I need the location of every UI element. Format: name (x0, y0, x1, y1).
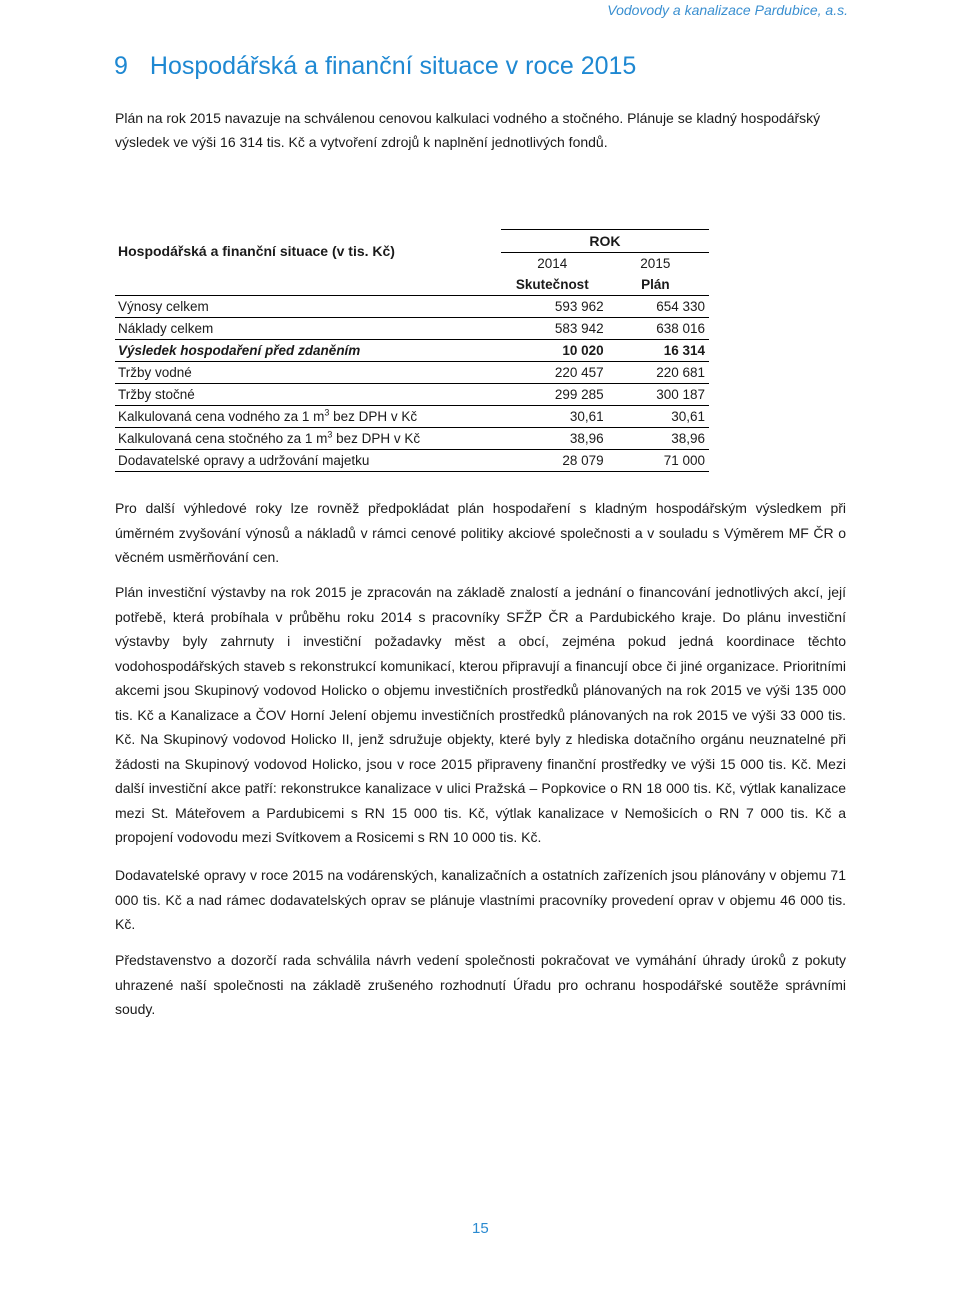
row-value-2015: 638 016 (606, 318, 709, 340)
financial-table (115, 229, 709, 472)
row-label: Kalkulovaná cena stočného za 1 $m^3$ bez DPH v Kč (115, 428, 501, 450)
section-title-text: Hospodářská a finanční situace v roce 2015 (149, 52, 637, 80)
table-row (115, 428, 709, 450)
table-header-skutecnost: Skutečnost (515, 277, 589, 292)
table-row (115, 296, 709, 318)
row-value-2015: 30,61 (606, 406, 709, 428)
paragraph-repairs: Dodavatelské opravy v roce 2015 na vodárenských, kanalizačních a ostatních zařízeních jsou plánovány v objemu 71 000 tis. Kč a nad rámec dodavatelských oprav se plánuje vlastními pracovníky provedení oprav v objemu 46 000 tis. Kč. (115, 867, 846, 932)
row-label: Tržby vodné (115, 362, 501, 384)
table-header-year-2015: 2015 (606, 253, 709, 275)
row-value-2015: 16 314 (606, 340, 709, 362)
section-number: 9 (114, 52, 128, 80)
row-value-2015: 220 681 (606, 362, 709, 384)
table-header-sub-row (115, 274, 709, 296)
row-label: Dodavatelské opravy a udržování majetku (115, 450, 501, 472)
table-header-rok: ROK (501, 230, 709, 253)
paragraph-investment-plan: Plán investiční výstavby na rok 2015 je zpracován na základě znalostí a jednání o financování jednotlivých akcí, její potřebě, která probíhala v průběhu roku 2014 s pracovníky SFŽP ČR a Pardubického kraje. Do plánu investiční výstavby byly zahrnuty i investiční požadavky měst a obcí, zejména pokud jedná koordinace těchto vodohospodářských staveb s rekonstrukcí komunikací, kterou připravují a financují obce či jiné organizace. Prioritními akcemi jsou Skupinový vodovod Holicko o objemu investičních prostředků plánovaných na rok 2015 ve výši 135 000 tis. Kč a Kanalizace a ČOV Horní Jelení objemu investičních prostředků plánovaných na rok 2015 ve výši 33 000 tis. Kč. Na Skupinový vodovod Holicko II, jenž sdružuje objekty, které byly z hlediska dotačního orgánu neuznatelné při žádosti na Skupinový vodovod Holicko, jsou v roce 2015 připraveny finanční prostředky ve výši 15 000 tis. Kč. Mezi další investiční akce patří: rekonstrukce kanalizace v ulici Pražská – Popkovice o RN 18 000 tis. Kč, výtlak kanalizace mezi St. Máteřovem a Pardubicemi s RN 15 000 tis. Kč, výtlak kanalizace v Nemošicích o RN 7 000 tis. Kč a propojení vodovodu mezi Svítkovem a Rosicemi s RN 10 000 tis. Kč. (115, 584, 846, 845)
table-row (115, 362, 709, 384)
row-value-2015: 300 187 (606, 384, 709, 406)
table-row (115, 384, 709, 406)
paragraph-board: Představenstvo a dozorčí rada schválila návrh vedení společnosti pokračovat ve vymáhání úhrady úroků z pokuty uhrazené naší společnosti na základě zrušeného rozhodnutí Úřadu pro ochranu hospodářské soutěže správními soudy. (115, 952, 846, 1017)
row-label: Výnosy celkem (115, 296, 501, 318)
table-row (115, 406, 709, 428)
row-value-2014: 30,61 (501, 406, 606, 428)
row-value-2015: 71 000 (606, 450, 709, 472)
row-value-2015: 654 330 (606, 296, 709, 318)
row-label: Kalkulovaná cena vodného za 1 $m^3$ bez DPH v Kč (115, 406, 501, 428)
table-header-plan: Plán (641, 277, 670, 292)
page-number: 15 (472, 1220, 489, 1237)
row-label: Výsledek hospodaření před zdaněním (115, 340, 501, 362)
section-title (114, 52, 636, 81)
table-header-year-2014: 2014 (501, 253, 606, 275)
row-label: Náklady celkem (115, 318, 501, 340)
row-value-2014: 38,96 (501, 428, 606, 450)
table-row (115, 318, 709, 340)
row-value-2014: 28 079 (501, 450, 606, 472)
row-value-2014: 10 020 (501, 340, 606, 362)
row-value-2014: 220 457 (501, 362, 606, 384)
intro-paragraph: Plán na rok 2015 navazuje na schválenou cenovou kalkulaci vodného a stočného. Plánuje se kladný hospodářský výsledek ve výši 16 314 tis. Kč a vytvoření zdrojů k naplnění jednotlivých fondů. (115, 110, 821, 150)
row-value-2014: 583 942 (501, 318, 606, 340)
row-label: Tržby stočné (115, 384, 501, 406)
table-row (115, 450, 709, 472)
row-value-2014: 593 962 (501, 296, 606, 318)
header-company-name: Vodovody a kanalizace Pardubice, a.s. (607, 2, 848, 18)
paragraph-outlook: Pro další výhledové roky lze rovněž předpokládat plán hospodaření s kladným hospodářským výsledkem při úměrném zvyšování výnosů a nákladů v rámci cenové politiky akciové společnosti a v souladu s Výměrem MF ČR o věcném usměrňování cen. (115, 500, 846, 565)
row-value-2014: 299 285 (501, 384, 606, 406)
table-row (115, 340, 709, 362)
row-value-2015: 38,96 (606, 428, 709, 450)
table-title: Hospodářská a finanční situace (v tis. Kč) (118, 243, 395, 260)
table-header-rok-row (115, 230, 709, 253)
